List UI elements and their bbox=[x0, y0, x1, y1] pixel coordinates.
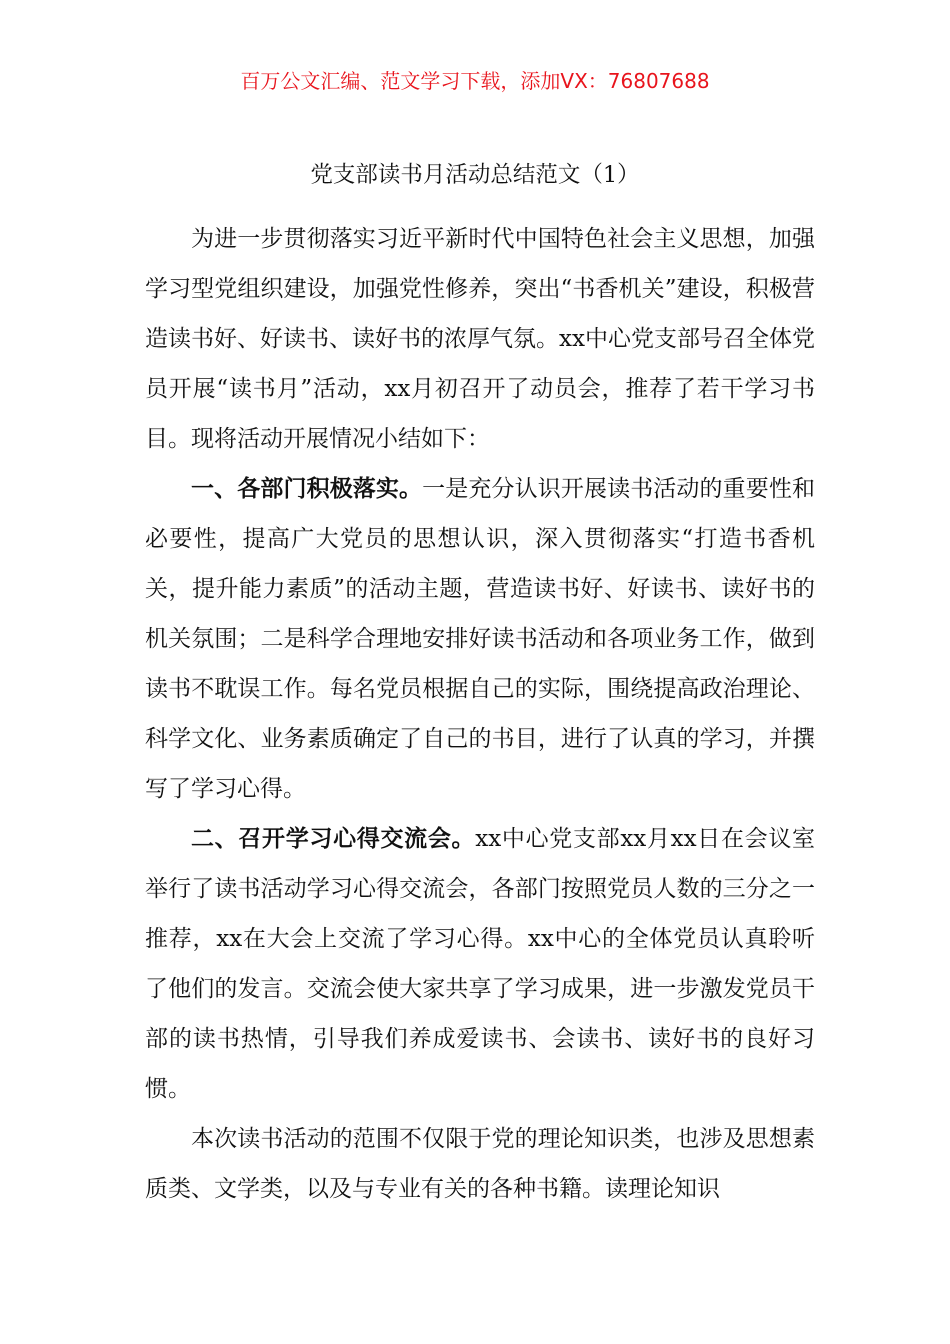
paragraph bbox=[145, 1114, 815, 1214]
paragraph bbox=[145, 464, 815, 814]
paragraph bbox=[145, 814, 815, 1114]
paragraph-text: xx中心党支部xx月xx日在会议室举行了读书活动学习心得交流会，各部门按照党员人数的三分之一推荐，xx在大会上交流了学习心得。xx中心的全体党员认真聆听了他们的发言。交流会使大家共享了学习成果，进一步激发党员干部的读书热情，引导我们养成爱读书、会读书、读好书的良好习惯。 bbox=[145, 826, 816, 1102]
paragraph-text: 为进一步贯彻落实习近平新时代中国特色社会主义思想，加强学习型党组织建设，加强党性修养，突出“书香机关”建设，积极营造读书好、好读书、读好书的浓厚气氛。xx中心党支部号召全体党员开展“读书月”活动，xx月初召开了动员会，推荐了若干学习书目。现将活动开展情况小结如下： bbox=[145, 226, 815, 452]
paragraph bbox=[145, 214, 815, 464]
header-watermark: 百万公文汇编、范文学习下载，添加VX：76807688 bbox=[240, 69, 710, 93]
paragraph-lead: 二、召开学习心得交流会。 bbox=[191, 825, 476, 852]
paragraph-lead: 一、各部门积极落实。 bbox=[191, 475, 423, 502]
document-body bbox=[145, 214, 815, 1214]
paragraph-text: 一是充分认识开展读书活动的重要性和必要性，提高广大党员的思想认识，深入贯彻落实“打造书香机关，提升能力素质”的活动主题，营造读书好、好读书、读好书的机关氛围；二是科学合理地安排好读书活动和各项业务工作，做到读书不耽误工作。每名党员根据自己的实际，围绕提高政治理论、科学文化、业务素质确定了自己的书目，进行了认真的学习，并撰写了学习心得。 bbox=[145, 476, 816, 802]
document-title: 党支部读书月活动总结范文（1） bbox=[310, 162, 640, 188]
paragraph-text: 本次读书活动的范围不仅限于党的理论知识类，也涉及思想素质类、文学类，以及与专业有关的各种书籍。读理论知识 bbox=[145, 1126, 815, 1202]
